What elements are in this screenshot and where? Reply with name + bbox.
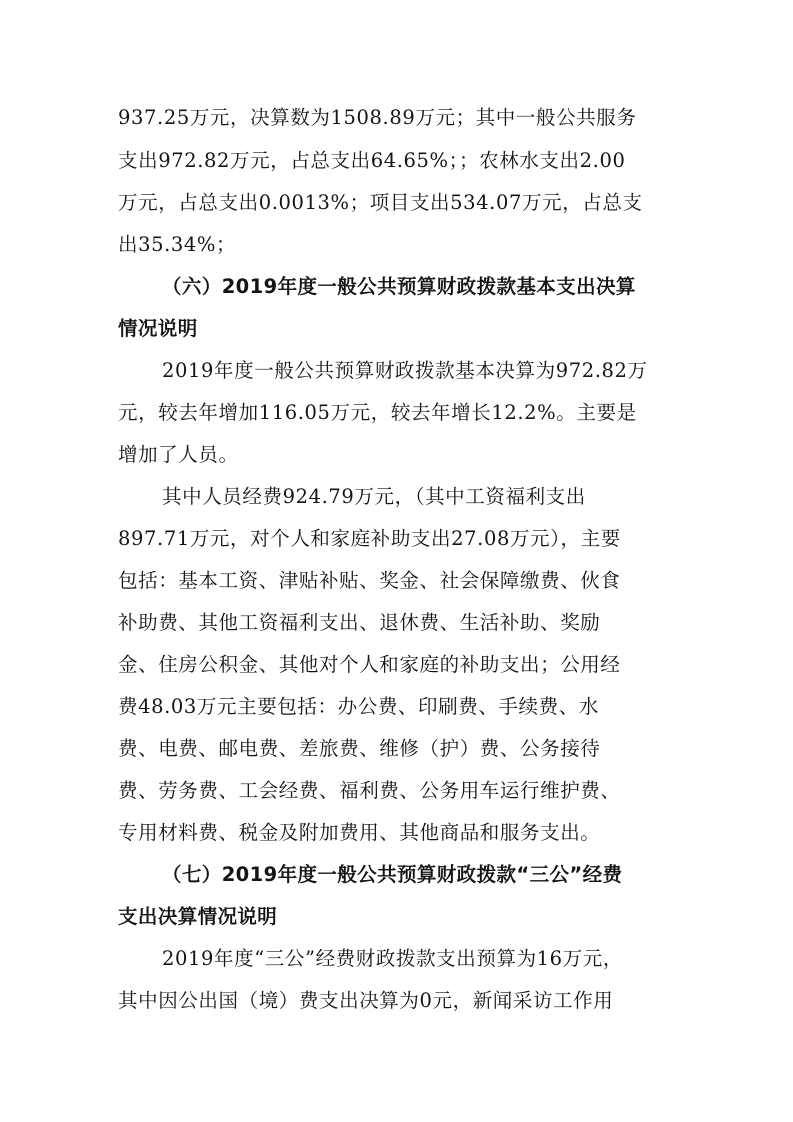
text-line: 费、电费、邮电费、差旅费、维修（护）费、公务接待: [118, 737, 601, 760]
text-line: 费、劳务费、工会经费、福利费、公务用车运行维护费、: [118, 779, 621, 802]
section-heading-seven: （七）2019年度一般公共预算财政拨款“三公”经费: [162, 863, 623, 886]
text-line: 费48.03万元主要包括：办公费、印刷费、手续费、水: [118, 695, 599, 718]
text-line: 包括：基本工资、津贴补贴、奖金、社会保障缴费、伙食: [118, 569, 621, 592]
section-heading-six-cont: 情况说明: [118, 317, 198, 340]
section-heading-six: （六）2019年度一般公共预算财政拨款基本支出决算: [162, 275, 636, 298]
text-line: 补助费、其他工资福利支出、退休费、生活补助、奖励: [118, 611, 601, 634]
text-line: 增加了人员。: [118, 443, 239, 466]
text-line: 937.25万元，决算数为1508.89万元；其中一般公共服务: [118, 106, 637, 129]
text-line: 专用材料费、税金及附加费用、其他商品和服务支出。: [118, 821, 601, 844]
text-line: 元，较去年增加116.05万元，较去年增长12.2%。主要是: [118, 401, 637, 424]
text-line: 其中人员经费924.79万元，（其中工资福利支出: [162, 485, 586, 508]
section-heading-seven-cont: 支出决算情况说明: [118, 905, 278, 928]
text-line: 出35.34%；: [118, 233, 237, 256]
text-line: 其中因公出国（境）费支出决算为0元，新闻采访工作用: [118, 989, 614, 1012]
text-line: 金、住房公积金、其他对个人和家庭的补助支出；公用经: [118, 653, 621, 676]
text-line: 2019年度“三公”经费财政拨款支出预算为16万元，: [162, 947, 623, 970]
text-line: 支出972.82万元，占总支出64.65%；；农林水支出2.00: [118, 149, 626, 172]
text-line: 897.71万元，对个人和家庭补助支出27.08万元），主要: [118, 527, 621, 550]
text-line: 2019年度一般公共预算财政拨款基本决算为972.82万: [162, 359, 648, 382]
text-line: 万元，占总支出0.0013%；项目支出534.07万元，占总支: [118, 191, 643, 214]
